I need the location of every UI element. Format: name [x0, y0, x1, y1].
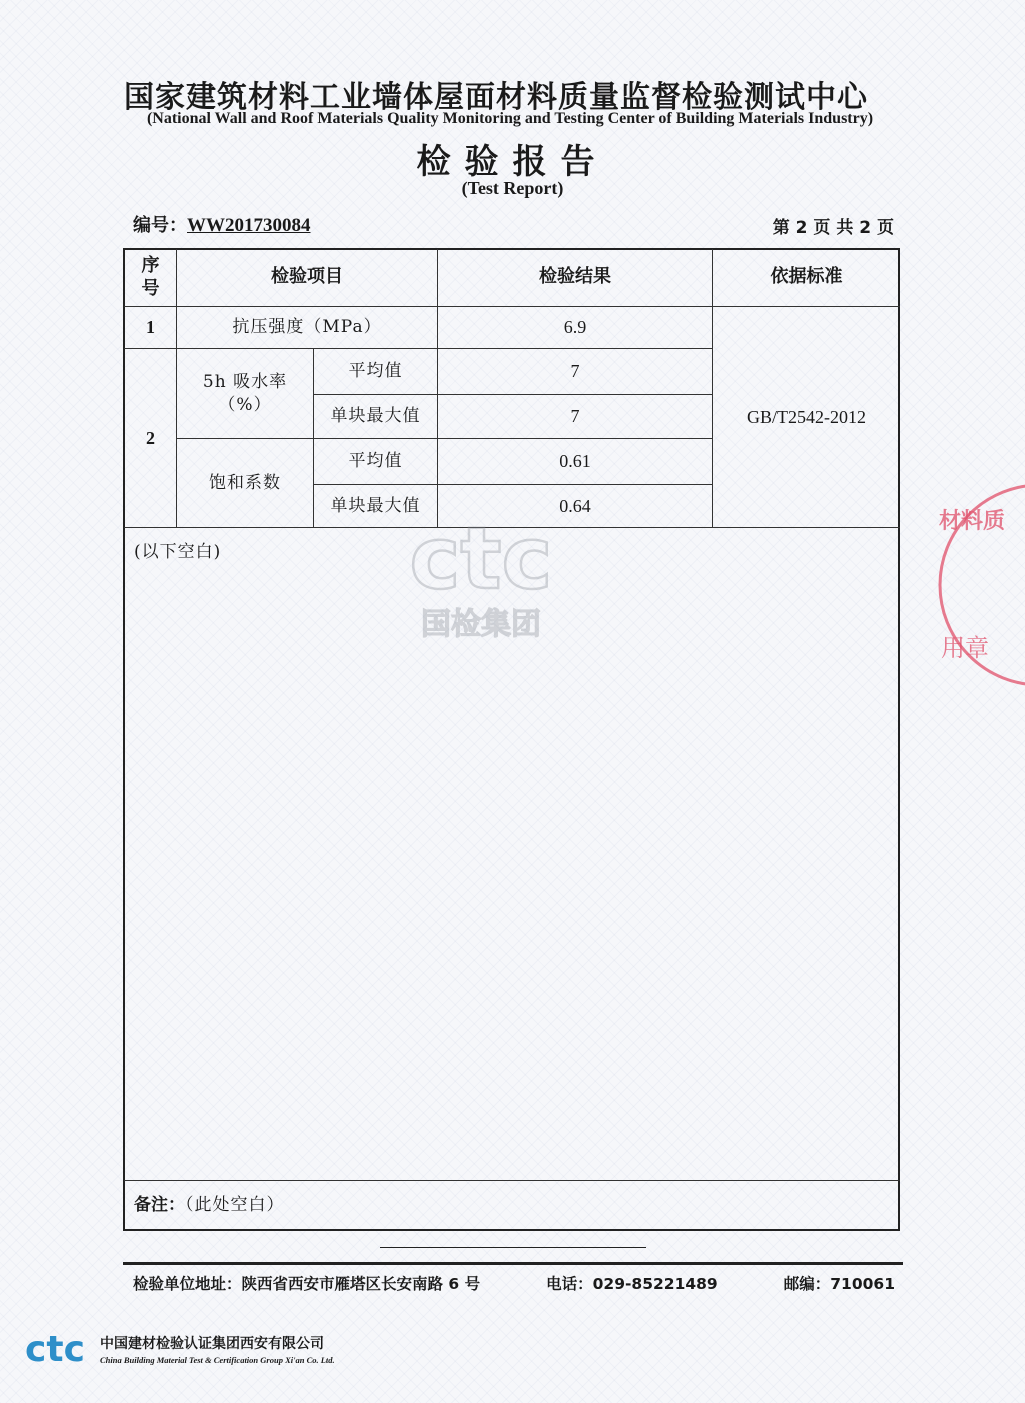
- row2-seq: 2: [146, 427, 155, 448]
- remarks-text: （此处空白）: [185, 1195, 285, 1215]
- company-name-en: China Building Material Test & Certification Group Xi'an Co. Ltd.: [100, 1355, 335, 1365]
- row2a-sub1-label: 平均值: [348, 361, 403, 382]
- company-name-cn: 中国建材检验认证集团西安有限公司: [100, 1336, 324, 1352]
- divider-thin: [380, 1247, 646, 1248]
- svg-text:ctc: ctc: [25, 1329, 85, 1370]
- row2a-sub1-result: 7: [570, 361, 580, 382]
- row2a-item-line1: 5h 吸水率: [202, 371, 288, 392]
- footer: [133, 1272, 895, 1294]
- page-info: 第 2 页 共 2 页: [772, 218, 894, 238]
- row2b-sub1-label: 平均值: [348, 451, 403, 472]
- org-title-cn: 国家建筑材料工业墙体屋面材料质量监督检验测试中心: [124, 80, 868, 115]
- svg-text:ctc: ctc: [409, 509, 553, 609]
- report-number: [133, 211, 311, 237]
- remarks: [134, 1190, 285, 1215]
- footer-postcode: 邮编：710061: [783, 1275, 895, 1293]
- header-item: 检验项目: [271, 266, 343, 288]
- watermark: [395, 510, 570, 649]
- row2b-sub1-result: 0.61: [559, 451, 591, 472]
- row2b-item: 饱和系数: [209, 472, 281, 493]
- svg-text:国检集团: 国检集团: [421, 607, 541, 642]
- row1-seq: 1: [146, 317, 155, 338]
- row1-item: 抗压强度（MPa）: [232, 317, 382, 338]
- grid-line: [124, 1180, 900, 1181]
- row2a-sub2-label: 单块最大值: [330, 406, 421, 427]
- blank-note: (以下空白): [134, 542, 222, 562]
- svg-text:用章: 用章: [941, 634, 989, 662]
- row2b-sub2-label: 单块最大值: [330, 495, 421, 516]
- header-result: 检验结果: [539, 266, 611, 288]
- row2b-sub2-result: 0.64: [559, 495, 591, 516]
- row2a-sub2-result: 7: [570, 406, 580, 427]
- header-seq: 序号: [141, 255, 160, 299]
- footer-address: 检验单位地址：陕西省西安市雁塔区长安南路 6 号: [133, 1275, 481, 1293]
- doc-title-cn: 检验报告: [416, 142, 609, 182]
- watermark-ctc-logo: [395, 510, 570, 645]
- row2a-item-line2: （%）: [218, 394, 272, 415]
- org-title-en: (National Wall and Roof Materials Quality Monitoring and Testing Center of Building Materials Industry): [146, 110, 874, 127]
- official-stamp: [935, 480, 1006, 694]
- ctc-logo-icon: [22, 1328, 88, 1372]
- row2a-item: [177, 349, 313, 438]
- header-standard: 依据标准: [770, 266, 843, 288]
- svg-text:材料质: 材料质: [939, 509, 1006, 534]
- row1-result: 6.9: [563, 317, 587, 338]
- doc-title-en: (Test Report): [461, 178, 564, 198]
- standard-cell: GB/T2542-2012: [747, 406, 866, 427]
- report-number-label: 编号：: [133, 215, 187, 236]
- divider-thick: [123, 1262, 903, 1265]
- remarks-label: 备注：: [134, 1195, 185, 1215]
- footer-phone: 电话：029-85221489: [546, 1275, 718, 1293]
- report-number-value: WW201730084: [187, 215, 311, 236]
